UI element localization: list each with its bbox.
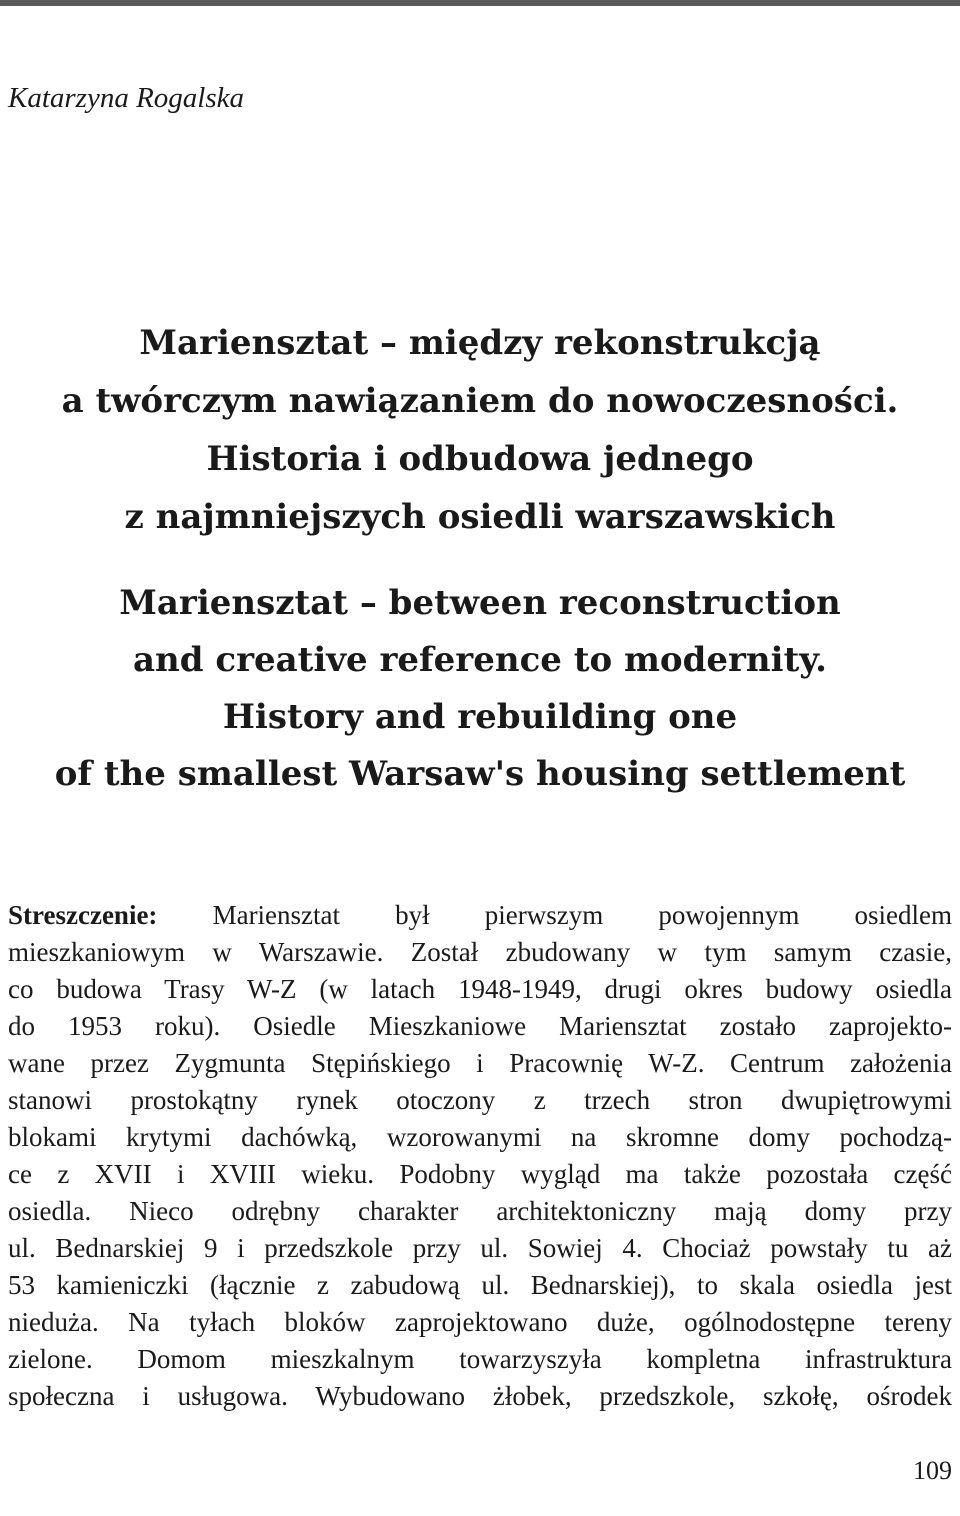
abstract-label: Streszczenie: [8,900,158,930]
title-pl-line-1: Mariensztat – między rekonstrukcją [139,323,821,363]
abstract-line-text: Mariensztat był pierwszym powojennym osiedlem [157,900,952,930]
title-pl-line-3: Historia i odbudowa jednego [206,439,754,479]
top-rule [0,0,960,6]
abstract-line: nieduża. Na tyłach bloków zaprojektowano duże, ogólnodostępne tereny [8,1307,952,1337]
abstract-line: zielone. Domom mieszkalnym towarzyszyła kompletna infrastruktura [8,1344,952,1374]
page-number: 109 [913,1456,952,1485]
abstract-line: 53 kamieniczki (łącznie z zabudową ul. Bednarskiej), to skala osiedla jest [8,1270,952,1300]
title-polish [0,318,960,550]
title-en-line-4: of the smallest Warsaw's housing settlement [54,754,906,794]
abstract-line: do 1953 roku). Osiedle Mieszkaniowe Mariensztat zostało zaprojekto- [8,1011,952,1041]
abstract [8,897,952,1415]
abstract-line: stanowi prostokątny rynek otoczony z trzech stron dwupiętrowymi [8,1085,952,1115]
abstract-line: społeczna i usługowa. Wybudowano żłobek, przedszkole, szkołę, ośrodek [8,1381,952,1411]
abstract-line: mieszkaniowym w Warszawie. Został zbudowany w tym samym czasie, [8,937,952,967]
title-en-line-3: History and rebuilding one [222,697,738,737]
title-pl-line-2: a twórczym nawiązaniem do nowoczesności. [61,381,899,421]
abstract-line: ul. Bednarskiej 9 i przedszkole przy ul. Sowiej 4. Chociaż powstały tu aż [8,1233,952,1263]
abstract-line: wane przez Zygmunta Stępińskiego i Pracownię W-Z. Centrum założenia [8,1048,952,1078]
abstract-line [8,897,952,934]
abstract-line: co budowa Trasy W-Z (w latach 1948-1949, drugi okres budowy osiedla [8,974,952,1004]
abstract-line: ce z XVII i XVIII wieku. Podobny wygląd ma także pozostała część [8,1159,952,1189]
abstract-line: osiedla. Nieco odrębny charakter architektoniczny mają domy przy [8,1196,952,1226]
abstract-line: blokami krytymi dachówką, wzorowanymi na skromne domy pochodzą- [8,1122,952,1152]
title-pl-line-4: z najmniejszych osiedli warszawskich [124,497,836,537]
title-en-line-1: Mariensztat – between reconstruction [119,583,841,623]
title-english [0,578,960,806]
author-name: Katarzyna Rogalska [8,82,245,114]
title-en-line-2: and creative reference to modernity. [133,640,827,680]
